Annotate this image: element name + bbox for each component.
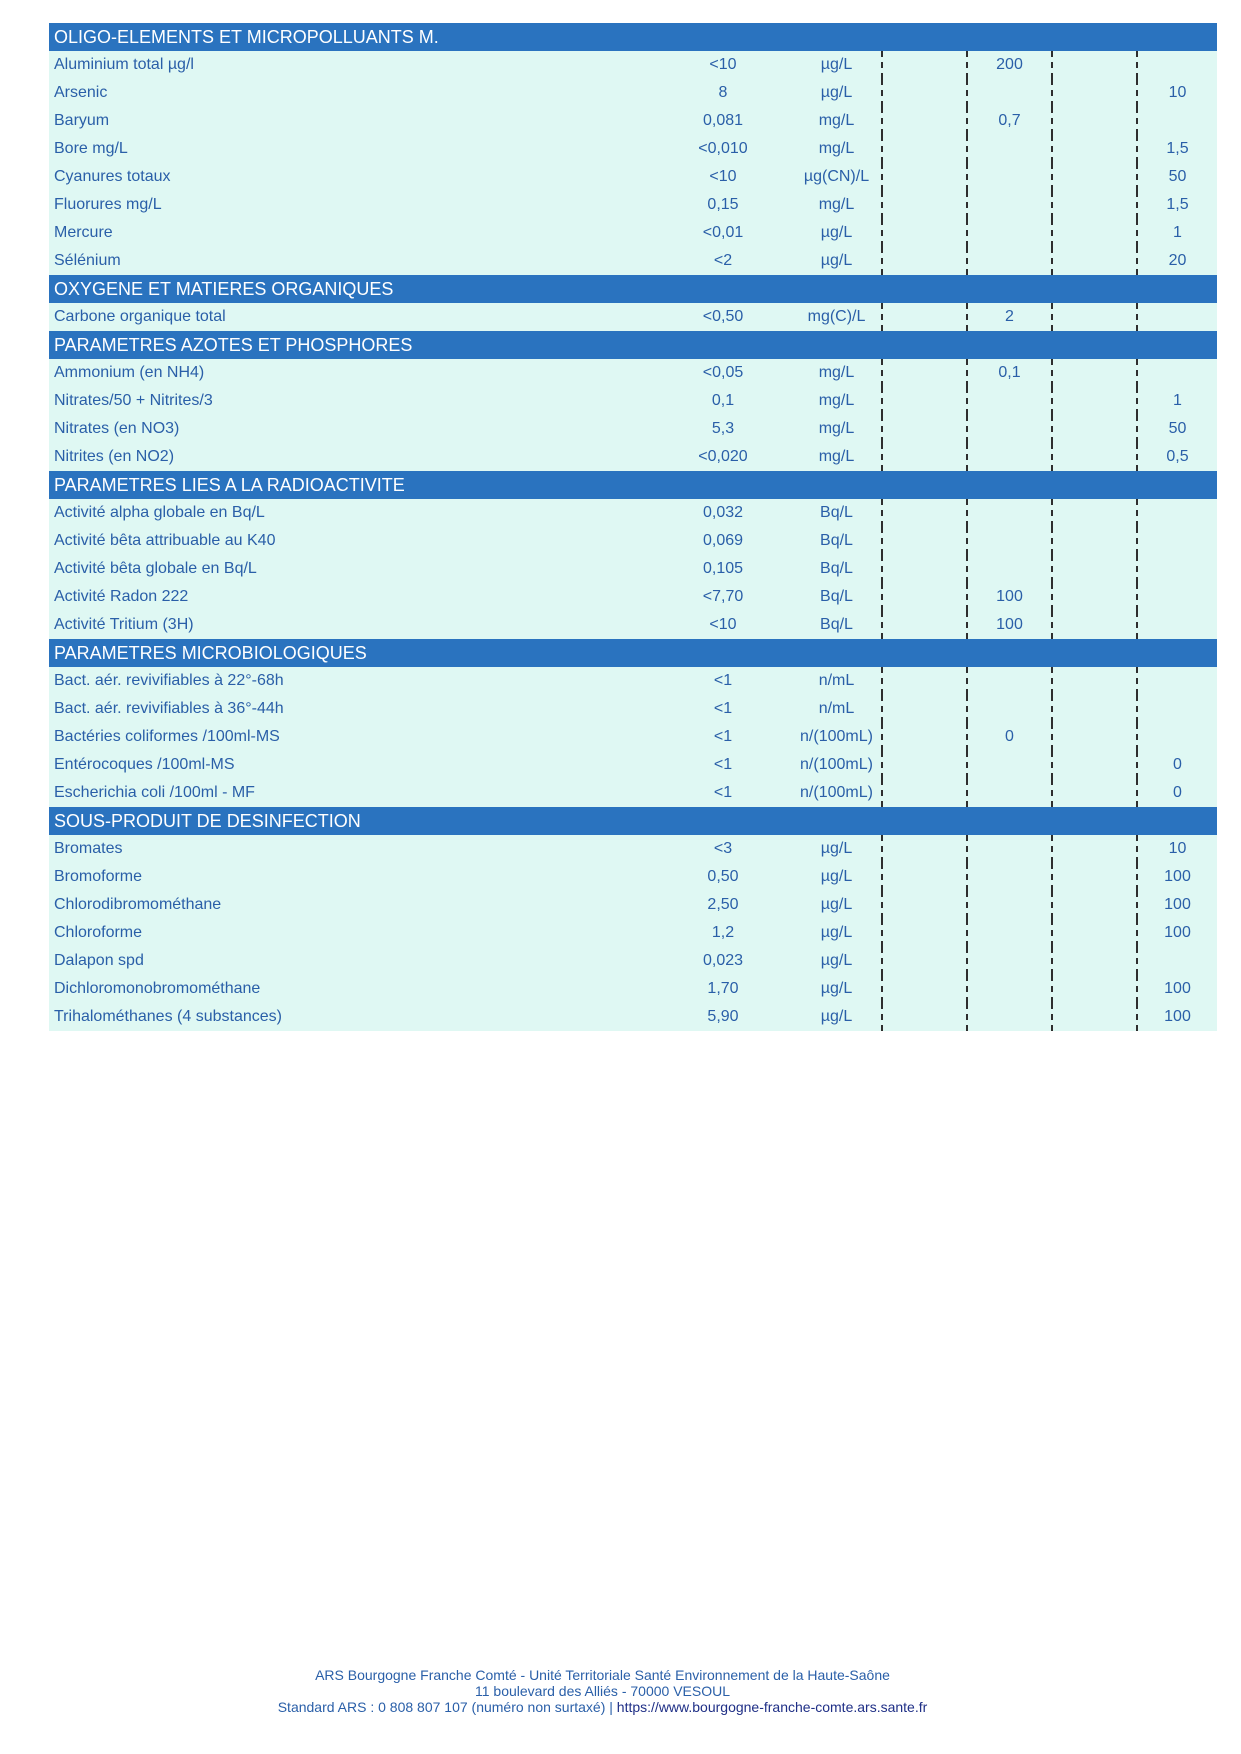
reference-col-b bbox=[968, 79, 1053, 107]
reference-col-a bbox=[883, 891, 968, 919]
reference-col-b bbox=[968, 863, 1053, 891]
limit-value bbox=[1138, 947, 1217, 975]
reference-col-b bbox=[968, 667, 1053, 695]
reference-col-b bbox=[968, 947, 1053, 975]
reference-col-a bbox=[883, 359, 968, 387]
reference-col-a bbox=[883, 247, 968, 275]
result-value: 0,105 bbox=[702, 560, 744, 577]
reference-col-a bbox=[883, 107, 968, 135]
unit: mg/L bbox=[792, 443, 883, 471]
unit: µg/L bbox=[792, 835, 883, 863]
reference-col-c bbox=[1053, 51, 1138, 79]
table-row bbox=[49, 863, 1217, 891]
reference-col-a bbox=[883, 51, 968, 79]
reference-col-a bbox=[883, 1003, 968, 1031]
result-value: 5,3 bbox=[711, 420, 735, 437]
reference-col-a bbox=[883, 667, 968, 695]
parameter-name: Sélénium bbox=[54, 252, 121, 269]
reference-col-a bbox=[883, 947, 968, 975]
footer-address-line-1: ARS Bourgogne Franche Comté - Unité Territoriale Santé Environnement de la Haute-Saône bbox=[315, 1667, 890, 1683]
reference-col-b bbox=[968, 191, 1053, 219]
table-row bbox=[49, 611, 1217, 639]
unit: Bq/L bbox=[792, 527, 883, 555]
table-row bbox=[49, 79, 1217, 107]
table-row bbox=[49, 667, 1217, 695]
reference-col-a bbox=[883, 443, 968, 471]
reference-col-c bbox=[1053, 695, 1138, 723]
reference-col-a bbox=[883, 723, 968, 751]
reference-col-b bbox=[968, 219, 1053, 247]
unit: µg/L bbox=[792, 891, 883, 919]
table-row bbox=[49, 975, 1217, 1003]
table-row bbox=[49, 387, 1217, 415]
unit: mg(C)/L bbox=[792, 303, 883, 331]
parameter-name: Entérocoques /100ml-MS bbox=[54, 756, 235, 773]
table-row bbox=[49, 947, 1217, 975]
result-value: 2,50 bbox=[707, 896, 739, 913]
reference-col-a bbox=[883, 135, 968, 163]
table-row bbox=[49, 163, 1217, 191]
limit-value bbox=[1138, 667, 1217, 695]
reference-col-b: 200 bbox=[968, 51, 1053, 79]
limit-value: 50 bbox=[1168, 420, 1187, 437]
unit: µg/L bbox=[792, 79, 883, 107]
section-header: OXYGENE ET MATIERES ORGANIQUES bbox=[49, 275, 1217, 303]
reference-col-b: 100 bbox=[968, 583, 1053, 611]
result-value: <3 bbox=[713, 840, 733, 857]
reference-col-a bbox=[883, 499, 968, 527]
section-header: SOUS-PRODUIT DE DESINFECTION bbox=[49, 807, 1217, 835]
limit-value: 1,5 bbox=[1166, 196, 1189, 213]
reference-col-a bbox=[883, 79, 968, 107]
parameter-name: Activité alpha globale en Bq/L bbox=[54, 504, 265, 521]
reference-col-c bbox=[1053, 107, 1138, 135]
table-row bbox=[49, 247, 1217, 275]
parameter-name: Carbone organique total bbox=[54, 308, 226, 325]
reference-col-c bbox=[1053, 191, 1138, 219]
reference-col-c bbox=[1053, 135, 1138, 163]
result-value: 0,15 bbox=[707, 196, 739, 213]
unit: µg/L bbox=[792, 247, 883, 275]
reference-col-b bbox=[968, 527, 1053, 555]
result-value: <0,020 bbox=[698, 448, 748, 465]
parameter-name: Fluorures mg/L bbox=[54, 196, 162, 213]
table-row bbox=[49, 135, 1217, 163]
table-row bbox=[49, 415, 1217, 443]
table-row bbox=[49, 891, 1217, 919]
unit: µg/L bbox=[792, 863, 883, 891]
footer-website-link[interactable]: https://www.bourgogne-franche-comte.ars.sante.fr bbox=[616, 1699, 928, 1715]
reference-col-a bbox=[883, 163, 968, 191]
table-row bbox=[49, 219, 1217, 247]
reference-col-b bbox=[968, 891, 1053, 919]
reference-col-b bbox=[968, 555, 1053, 583]
result-value: 0,1 bbox=[711, 392, 735, 409]
parameter-name: Chloroforme bbox=[54, 924, 143, 941]
unit: n/mL bbox=[792, 695, 883, 723]
reference-col-a bbox=[883, 751, 968, 779]
section-header: PARAMETRES AZOTES ET PHOSPHORES bbox=[49, 331, 1217, 359]
reference-col-c bbox=[1053, 919, 1138, 947]
reference-col-a bbox=[883, 191, 968, 219]
unit: mg/L bbox=[792, 107, 883, 135]
reference-col-a bbox=[883, 611, 968, 639]
result-value: <10 bbox=[709, 168, 737, 185]
parameter-name: Activité bêta globale en Bq/L bbox=[54, 560, 257, 577]
table-row bbox=[49, 527, 1217, 555]
reference-col-c bbox=[1053, 863, 1138, 891]
limit-value bbox=[1138, 695, 1217, 723]
reference-col-a bbox=[883, 219, 968, 247]
limit-value: 1 bbox=[1173, 224, 1182, 241]
table-row bbox=[49, 1003, 1217, 1031]
reference-col-c bbox=[1053, 443, 1138, 471]
parameter-name: Nitrites (en NO2) bbox=[54, 448, 175, 465]
unit: n/(100mL) bbox=[792, 723, 883, 751]
unit: Bq/L bbox=[792, 499, 883, 527]
parameter-name: Dichloromonobromométhane bbox=[54, 980, 261, 997]
parameter-name: Baryum bbox=[54, 112, 110, 129]
parameter-name: Arsenic bbox=[54, 84, 108, 101]
section-header: PARAMETRES MICROBIOLOGIQUES bbox=[49, 639, 1217, 667]
limit-value bbox=[1138, 499, 1217, 527]
parameter-name: Escherichia coli /100ml - MF bbox=[54, 784, 255, 801]
result-value: <2 bbox=[713, 252, 733, 269]
reference-col-b bbox=[968, 919, 1053, 947]
unit: µg/L bbox=[792, 1003, 883, 1031]
unit: µg/L bbox=[792, 219, 883, 247]
result-value: 0,069 bbox=[702, 532, 744, 549]
parameter-name: Trihalométhanes (4 substances) bbox=[54, 1008, 282, 1025]
parameter-name: Bact. aér. revivifiables à 36°-44h bbox=[54, 700, 284, 717]
result-value: <1 bbox=[713, 672, 733, 689]
limit-value: 0,5 bbox=[1166, 448, 1189, 465]
parameter-name: Dalapon spd bbox=[54, 952, 144, 969]
unit: Bq/L bbox=[792, 555, 883, 583]
result-value: <7,70 bbox=[702, 588, 744, 605]
limit-value bbox=[1138, 303, 1217, 331]
table-row bbox=[49, 303, 1217, 331]
reference-col-b bbox=[968, 1003, 1053, 1031]
reference-col-c bbox=[1053, 611, 1138, 639]
limit-value bbox=[1138, 723, 1217, 751]
reference-col-b: 2 bbox=[968, 303, 1053, 331]
parameter-name: Bromates bbox=[54, 840, 123, 857]
unit: µg(CN)/L bbox=[792, 163, 883, 191]
parameter-name: Activité bêta attribuable au K40 bbox=[54, 532, 276, 549]
limit-value bbox=[1138, 583, 1217, 611]
result-value: <1 bbox=[713, 728, 733, 745]
reference-col-c bbox=[1053, 583, 1138, 611]
limit-value: 10 bbox=[1168, 84, 1187, 101]
reference-col-a bbox=[883, 415, 968, 443]
result-value: 8 bbox=[718, 84, 728, 101]
analysis-results-table bbox=[49, 23, 1217, 1031]
reference-col-c bbox=[1053, 303, 1138, 331]
reference-col-c bbox=[1053, 751, 1138, 779]
reference-col-a bbox=[883, 555, 968, 583]
reference-col-c bbox=[1053, 79, 1138, 107]
reference-col-a bbox=[883, 779, 968, 807]
limit-value bbox=[1138, 555, 1217, 583]
reference-col-b: 0,1 bbox=[968, 359, 1053, 387]
table-row bbox=[49, 107, 1217, 135]
result-value: <1 bbox=[713, 784, 733, 801]
reference-col-c bbox=[1053, 947, 1138, 975]
limit-value: 100 bbox=[1164, 924, 1191, 941]
result-value: <10 bbox=[709, 616, 737, 633]
result-value: 1,2 bbox=[711, 924, 735, 941]
limit-value: 1,5 bbox=[1166, 140, 1189, 157]
limit-value: 0 bbox=[1173, 784, 1182, 801]
reference-col-c bbox=[1053, 723, 1138, 751]
reference-col-c bbox=[1053, 835, 1138, 863]
parameter-name: Nitrates (en NO3) bbox=[54, 420, 180, 437]
table-row bbox=[49, 51, 1217, 79]
parameter-name: Mercure bbox=[54, 224, 113, 241]
table-row bbox=[49, 779, 1217, 807]
limit-value bbox=[1138, 359, 1217, 387]
result-value: 0,023 bbox=[702, 952, 744, 969]
reference-col-c bbox=[1053, 163, 1138, 191]
reference-col-c bbox=[1053, 219, 1138, 247]
footer-contact-line bbox=[0, 1699, 1205, 1715]
parameter-name: Bromoforme bbox=[54, 868, 143, 885]
result-value: 5,90 bbox=[707, 1008, 739, 1025]
parameter-name: Cyanures totaux bbox=[54, 168, 171, 185]
result-value: <10 bbox=[709, 56, 737, 73]
limit-value: 1 bbox=[1173, 392, 1182, 409]
unit: Bq/L bbox=[792, 583, 883, 611]
reference-col-c bbox=[1053, 359, 1138, 387]
limit-value: 100 bbox=[1164, 896, 1191, 913]
parameter-name: Nitrates/50 + Nitrites/3 bbox=[54, 392, 213, 409]
table-row bbox=[49, 583, 1217, 611]
unit: n/(100mL) bbox=[792, 779, 883, 807]
limit-value bbox=[1138, 527, 1217, 555]
unit: µg/L bbox=[792, 947, 883, 975]
result-value: 0,032 bbox=[702, 504, 744, 521]
result-value: <0,50 bbox=[702, 308, 744, 325]
parameter-name: Bactéries coliformes /100ml-MS bbox=[54, 728, 280, 745]
reference-col-b bbox=[968, 387, 1053, 415]
limit-value: 20 bbox=[1168, 252, 1187, 269]
unit: mg/L bbox=[792, 359, 883, 387]
parameter-name: Ammonium (en NH4) bbox=[54, 364, 205, 381]
table-row bbox=[49, 443, 1217, 471]
reference-col-c bbox=[1053, 415, 1138, 443]
reference-col-b bbox=[968, 695, 1053, 723]
reference-col-c bbox=[1053, 499, 1138, 527]
parameter-name: Bact. aér. revivifiables à 22°-68h bbox=[54, 672, 284, 689]
table-row bbox=[49, 359, 1217, 387]
limit-value: 0 bbox=[1173, 756, 1182, 773]
reference-col-c bbox=[1053, 779, 1138, 807]
reference-col-b bbox=[968, 443, 1053, 471]
reference-col-a bbox=[883, 303, 968, 331]
reference-col-a bbox=[883, 527, 968, 555]
parameter-name: Activité Tritium (3H) bbox=[54, 616, 194, 633]
reference-col-b bbox=[968, 751, 1053, 779]
parameter-name: Aluminium total µg/l bbox=[54, 56, 194, 73]
unit: mg/L bbox=[792, 387, 883, 415]
reference-col-a bbox=[883, 583, 968, 611]
parameter-name: Activité Radon 222 bbox=[54, 588, 189, 605]
limit-value bbox=[1138, 611, 1217, 639]
reference-col-c bbox=[1053, 891, 1138, 919]
reference-col-a bbox=[883, 695, 968, 723]
result-value: 0,081 bbox=[702, 112, 744, 129]
limit-value: 10 bbox=[1168, 840, 1187, 857]
reference-col-b bbox=[968, 835, 1053, 863]
limit-value bbox=[1138, 51, 1217, 79]
table-row bbox=[49, 191, 1217, 219]
reference-col-b bbox=[968, 163, 1053, 191]
result-value: <0,01 bbox=[702, 224, 744, 241]
unit: µg/L bbox=[792, 975, 883, 1003]
unit: µg/L bbox=[792, 919, 883, 947]
reference-col-c bbox=[1053, 387, 1138, 415]
limit-value: 100 bbox=[1164, 1008, 1191, 1025]
reference-col-b bbox=[968, 247, 1053, 275]
reference-col-b: 100 bbox=[968, 611, 1053, 639]
unit: Bq/L bbox=[792, 611, 883, 639]
section-header: PARAMETRES LIES A LA RADIOACTIVITE bbox=[49, 471, 1217, 499]
limit-value bbox=[1138, 107, 1217, 135]
result-value: <1 bbox=[713, 756, 733, 773]
table-row bbox=[49, 695, 1217, 723]
limit-value: 100 bbox=[1164, 980, 1191, 997]
reference-col-b: 0 bbox=[968, 723, 1053, 751]
reference-col-a bbox=[883, 919, 968, 947]
result-value: <0,010 bbox=[698, 140, 748, 157]
parameter-name: Chlorodibromométhane bbox=[54, 896, 222, 913]
reference-col-b bbox=[968, 499, 1053, 527]
page-footer bbox=[0, 1667, 1205, 1715]
table-row bbox=[49, 919, 1217, 947]
section-header: OLIGO-ELEMENTS ET MICROPOLLUANTS M. bbox=[49, 23, 1217, 51]
reference-col-b bbox=[968, 135, 1053, 163]
unit: mg/L bbox=[792, 415, 883, 443]
reference-col-a bbox=[883, 387, 968, 415]
reference-col-c bbox=[1053, 247, 1138, 275]
unit: µg/L bbox=[792, 51, 883, 79]
result-value: 0,50 bbox=[707, 868, 739, 885]
limit-value: 50 bbox=[1168, 168, 1187, 185]
reference-col-c bbox=[1053, 527, 1138, 555]
reference-col-c bbox=[1053, 555, 1138, 583]
parameter-name: Bore mg/L bbox=[54, 140, 128, 157]
limit-value: 100 bbox=[1164, 868, 1191, 885]
reference-col-c bbox=[1053, 1003, 1138, 1031]
result-value: <1 bbox=[713, 700, 733, 717]
reference-col-c bbox=[1053, 975, 1138, 1003]
reference-col-b bbox=[968, 779, 1053, 807]
unit: n/(100mL) bbox=[792, 751, 883, 779]
reference-col-a bbox=[883, 975, 968, 1003]
unit: mg/L bbox=[792, 191, 883, 219]
unit: n/mL bbox=[792, 667, 883, 695]
reference-col-a bbox=[883, 863, 968, 891]
footer-address-line-2: 11 boulevard des Alliés - 70000 VESOUL bbox=[474, 1683, 730, 1699]
table-row bbox=[49, 723, 1217, 751]
table-row bbox=[49, 835, 1217, 863]
reference-col-b bbox=[968, 415, 1053, 443]
result-value: <0,05 bbox=[702, 364, 744, 381]
reference-col-a bbox=[883, 835, 968, 863]
table-row bbox=[49, 751, 1217, 779]
reference-col-b: 0,7 bbox=[968, 107, 1053, 135]
unit: mg/L bbox=[792, 135, 883, 163]
table-row bbox=[49, 555, 1217, 583]
result-value: 1,70 bbox=[707, 980, 739, 997]
reference-col-b bbox=[968, 975, 1053, 1003]
table-row bbox=[49, 499, 1217, 527]
footer-phone: Standard ARS : 0 808 807 107 (numéro non surtaxé) | bbox=[277, 1699, 617, 1715]
reference-col-c bbox=[1053, 667, 1138, 695]
